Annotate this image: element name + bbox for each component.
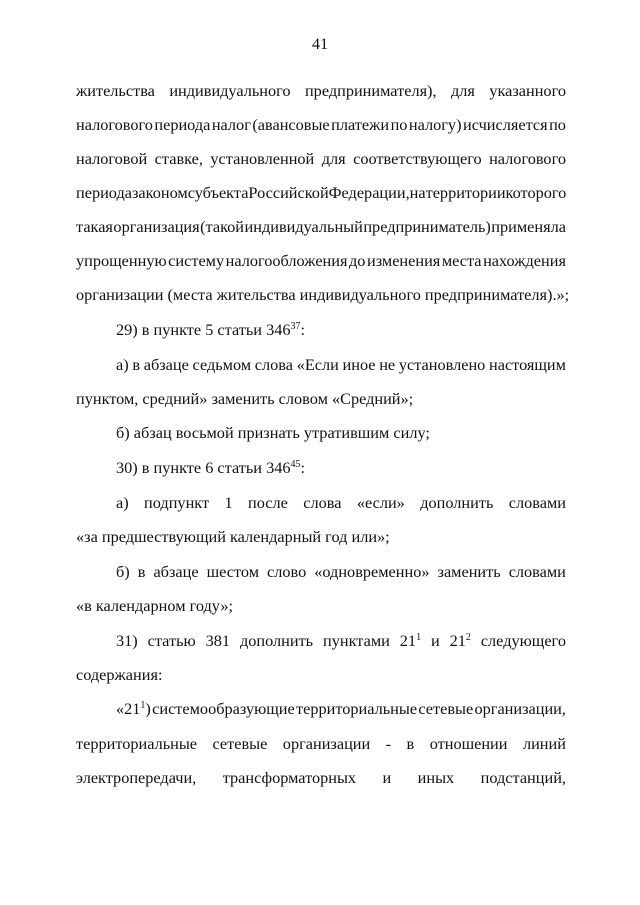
word: ставке, <box>154 149 203 168</box>
text-line <box>76 733 566 755</box>
word: в <box>406 734 415 753</box>
word: соответствующего <box>353 149 482 168</box>
word: изменения <box>366 251 441 270</box>
word: платежи <box>331 115 390 134</box>
word: отношении <box>429 734 508 753</box>
word: организации <box>282 734 371 753</box>
word: для <box>450 81 475 100</box>
word: нахождения <box>483 251 566 270</box>
word: в <box>137 562 146 581</box>
word: Российской <box>248 183 329 202</box>
text-line <box>76 284 570 306</box>
word: слова <box>303 493 342 512</box>
word: подстанций, <box>480 768 566 787</box>
text-line <box>76 114 566 136</box>
word-text: 21 <box>449 631 466 650</box>
word: сетевые <box>418 699 474 718</box>
word: а) <box>116 493 129 512</box>
word: иное <box>342 355 376 374</box>
word: места <box>441 251 482 270</box>
word: такая <box>76 217 113 236</box>
line-text: пунктом, средний» заменить словом «Средний»; <box>76 389 414 408</box>
word: а) <box>116 355 129 374</box>
line-text: «за предшествующий календарный год или»; <box>76 527 390 546</box>
word: «Если <box>296 355 339 374</box>
word: не <box>379 355 396 374</box>
word: установленной <box>210 149 315 168</box>
word: территории <box>425 183 506 202</box>
word: дополнить <box>420 493 494 512</box>
word: пунктами <box>323 631 390 650</box>
text-line <box>76 664 566 686</box>
word: абзаце <box>143 355 189 374</box>
word: подпункт <box>144 493 210 512</box>
text-line <box>76 250 566 272</box>
word: территориальные <box>296 699 418 718</box>
line-text: «в календарном году»; <box>76 596 234 615</box>
text-line <box>76 182 566 204</box>
word: систему <box>168 251 225 270</box>
word: налогу) <box>408 115 462 134</box>
list-item-29 <box>116 319 566 341</box>
word: сетевые <box>212 734 268 753</box>
word: налог <box>211 115 251 134</box>
word: организация <box>113 217 200 236</box>
superscript: 1 <box>416 632 422 643</box>
word: налогообложения <box>225 251 348 270</box>
quoted-paragraph <box>116 698 566 720</box>
line-text: 30) в пункте 6 статьи 346 <box>116 458 291 477</box>
word: до <box>349 251 366 270</box>
word: применяла <box>491 217 566 236</box>
line-text: 29) в пункте 5 статьи 346 <box>116 320 291 339</box>
word: 381 <box>205 631 231 650</box>
word: абзаце <box>153 562 199 581</box>
word: иных <box>417 768 455 787</box>
text-line <box>76 526 566 548</box>
line-text: б) абзац восьмой признать утратившим силу; <box>116 423 430 442</box>
word: системообразующие <box>152 699 295 718</box>
word: в <box>132 355 141 374</box>
word: жительства <box>76 81 155 100</box>
word-text: ) <box>145 699 151 718</box>
list-item-31 <box>116 630 566 652</box>
word: периода <box>154 115 211 134</box>
word-text: «21 <box>116 699 141 718</box>
word: для <box>321 149 346 168</box>
word: седьмом <box>192 355 252 374</box>
word: налогового <box>489 149 566 168</box>
list-item-30b <box>116 561 566 583</box>
text-line <box>76 216 566 238</box>
text-line <box>76 595 566 617</box>
word: исчисляется <box>462 115 548 134</box>
word: 31) <box>116 631 138 650</box>
list-item-29a <box>116 354 566 376</box>
word: налогового <box>76 115 153 134</box>
text-line <box>76 80 566 102</box>
list-item-30 <box>116 457 566 479</box>
word: индивидуальный <box>244 217 363 236</box>
word <box>450 630 471 652</box>
word: электропередачи, <box>76 768 197 787</box>
superscript: 37 <box>290 321 301 332</box>
word: и <box>382 768 392 787</box>
word <box>116 698 151 720</box>
word: трансформаторных <box>222 768 357 787</box>
word: 1 <box>224 493 233 512</box>
word: (такой <box>200 217 245 236</box>
word: шестом <box>206 562 259 581</box>
word: (авансовые <box>252 115 330 134</box>
word: установлено <box>398 355 486 374</box>
word: линий <box>522 734 566 753</box>
word: на <box>409 183 426 202</box>
word-text: 21 <box>399 631 417 650</box>
superscript: 1 <box>140 700 146 711</box>
superscript: 2 <box>465 632 471 643</box>
word: и <box>430 631 440 650</box>
text-line <box>76 388 566 410</box>
word: - <box>385 734 392 753</box>
word: статью <box>147 631 196 650</box>
superscript: 45 <box>290 459 301 470</box>
word: периода <box>76 183 132 202</box>
word: субъекта <box>187 183 249 202</box>
word: по <box>390 115 408 134</box>
word: слова <box>254 355 293 374</box>
list-item-29b <box>116 422 566 444</box>
word: организации, <box>474 699 566 718</box>
text-line <box>76 148 566 170</box>
word: «если» <box>356 493 405 512</box>
word: указанного <box>489 81 566 100</box>
word <box>400 630 421 652</box>
word: слово <box>267 562 307 581</box>
text-line <box>76 767 566 789</box>
word: словами <box>508 493 566 512</box>
word: предпринимателя), <box>304 81 437 100</box>
word: дополнить <box>239 631 314 650</box>
word: налоговой <box>76 149 148 168</box>
word: упрощенную <box>76 251 167 270</box>
word: заменить <box>437 562 501 581</box>
word: территориальные <box>76 734 198 753</box>
word: предприниматель) <box>363 217 491 236</box>
line-text: содержания: <box>76 665 163 684</box>
line-text: организации (места жительства индивидуального предпринимателя).»; <box>76 285 570 304</box>
word: законом <box>131 183 188 202</box>
page-number: 41 <box>311 34 329 53</box>
word: которого <box>505 183 567 202</box>
word: настоящим <box>489 355 566 374</box>
word: по <box>549 115 566 134</box>
word: индивидуального <box>169 81 291 100</box>
line-text: : <box>300 320 306 339</box>
word: следующего <box>480 631 566 650</box>
word: словами <box>508 562 566 581</box>
list-item-30a <box>116 492 566 514</box>
line-text: : <box>300 458 306 477</box>
word: б) <box>116 562 130 581</box>
word: «одновременно» <box>314 562 430 581</box>
word: после <box>248 493 288 512</box>
word: Федерации, <box>328 183 410 202</box>
